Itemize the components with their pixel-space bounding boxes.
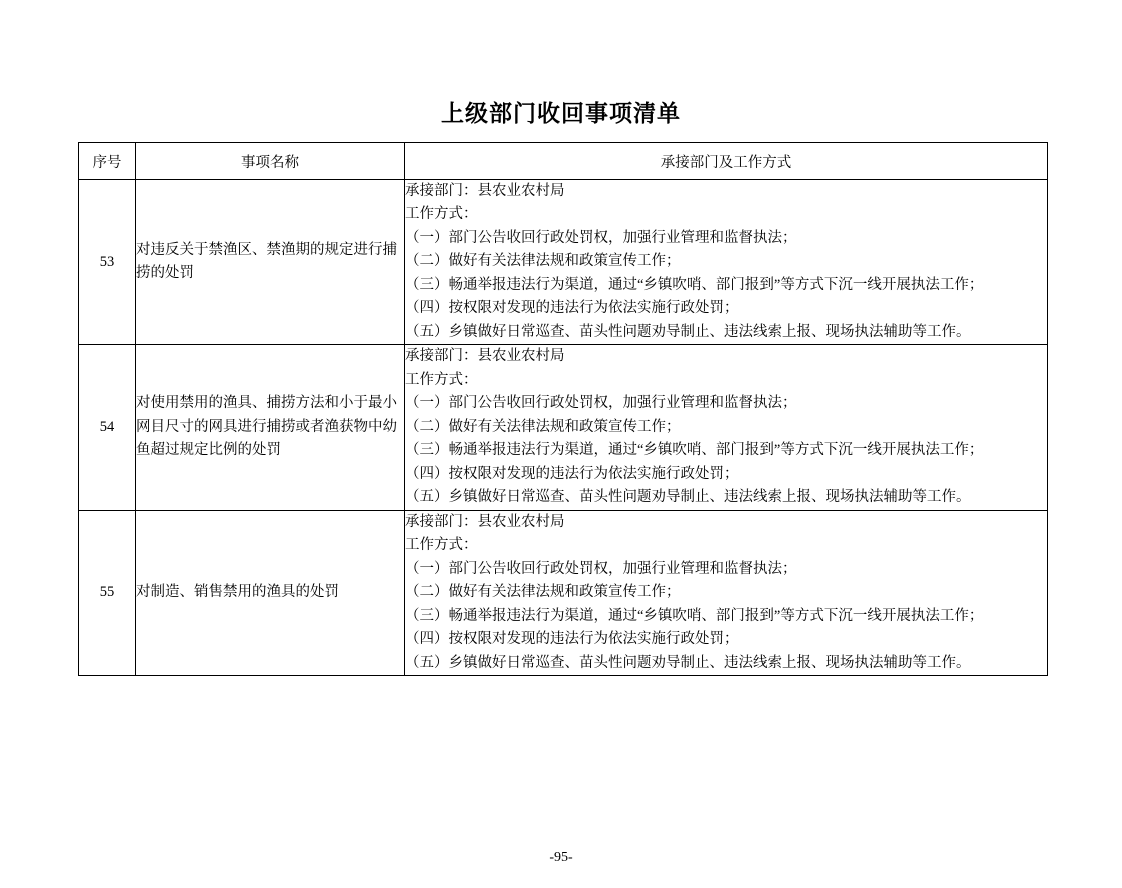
cell-department-method <box>405 180 1048 345</box>
dept-line: 工作方式： <box>405 206 478 223</box>
document-page <box>0 95 1122 888</box>
table-header-row <box>79 143 1048 180</box>
dept-line: 承接部门：县农业农村局 <box>405 348 565 365</box>
column-header-index: 序号 <box>79 143 136 180</box>
cell-department-method <box>405 510 1048 675</box>
cell-index: 53 <box>79 180 136 345</box>
dept-line: 工作方式： <box>405 371 478 388</box>
cell-department-method <box>405 345 1048 510</box>
table-body <box>79 180 1048 676</box>
column-header-dept: 承接部门及工作方式 <box>405 143 1048 180</box>
cell-item-name: 对制造、销售禁用的渔具的处罚 <box>136 510 405 675</box>
dept-line: （三）畅通举报违法行为渠道，通过“乡镇吹哨、部门报到”等方式下沉一线开展执法工作； <box>405 276 984 293</box>
cell-item-name: 对违反关于禁渔区、禁渔期的规定进行捕捞的处罚 <box>136 180 405 345</box>
cell-index: 55 <box>79 510 136 675</box>
items-table <box>78 142 1048 676</box>
dept-line: （二）做好有关法律法规和政策宣传工作； <box>405 418 681 435</box>
dept-line: （五）乡镇做好日常巡查、苗头性问题劝导制止、违法线索上报、现场执法辅助等工作。 <box>405 323 971 340</box>
page-number: -95- <box>549 850 573 865</box>
dept-line: （二）做好有关法律法规和政策宣传工作； <box>405 584 681 601</box>
dept-line: （五）乡镇做好日常巡查、苗头性问题劝导制止、违法线索上报、现场执法辅助等工作。 <box>405 489 971 506</box>
table-row <box>79 345 1048 510</box>
dept-line: （三）畅通举报违法行为渠道，通过“乡镇吹哨、部门报到”等方式下沉一线开展执法工作； <box>405 607 984 624</box>
table-header <box>79 143 1048 180</box>
dept-line: （二）做好有关法律法规和政策宣传工作； <box>405 253 681 270</box>
cell-item-name: 对使用禁用的渔具、捕捞方法和小于最小网目尺寸的网具进行捕捞或者渔获物中幼鱼超过规定比例的处罚 <box>136 345 405 510</box>
page-title: 上级部门收回事项清单 <box>441 101 681 126</box>
dept-line: （一）部门公告收回行政处罚权，加强行业管理和监督执法； <box>405 560 797 577</box>
table-row <box>79 180 1048 345</box>
column-header-name: 事项名称 <box>136 143 405 180</box>
table-row <box>79 510 1048 675</box>
dept-line: （一）部门公告收回行政处罚权，加强行业管理和监督执法； <box>405 395 797 412</box>
dept-line: （四）按权限对发现的违法行为依法实施行政处罚； <box>405 465 739 482</box>
dept-line: 承接部门：县农业农村局 <box>405 183 565 199</box>
dept-line: （一）部门公告收回行政处罚权，加强行业管理和监督执法； <box>405 229 797 246</box>
dept-line: （三）畅通举报违法行为渠道，通过“乡镇吹哨、部门报到”等方式下沉一线开展执法工作； <box>405 442 984 459</box>
dept-line: （五）乡镇做好日常巡查、苗头性问题劝导制止、违法线索上报、现场执法辅助等工作。 <box>405 654 971 671</box>
dept-line: （四）按权限对发现的违法行为依法实施行政处罚； <box>405 300 739 317</box>
dept-line: （四）按权限对发现的违法行为依法实施行政处罚； <box>405 631 739 648</box>
cell-index: 54 <box>79 345 136 510</box>
dept-line: 工作方式： <box>405 537 478 554</box>
dept-line: 承接部门：县农业农村局 <box>405 513 565 530</box>
